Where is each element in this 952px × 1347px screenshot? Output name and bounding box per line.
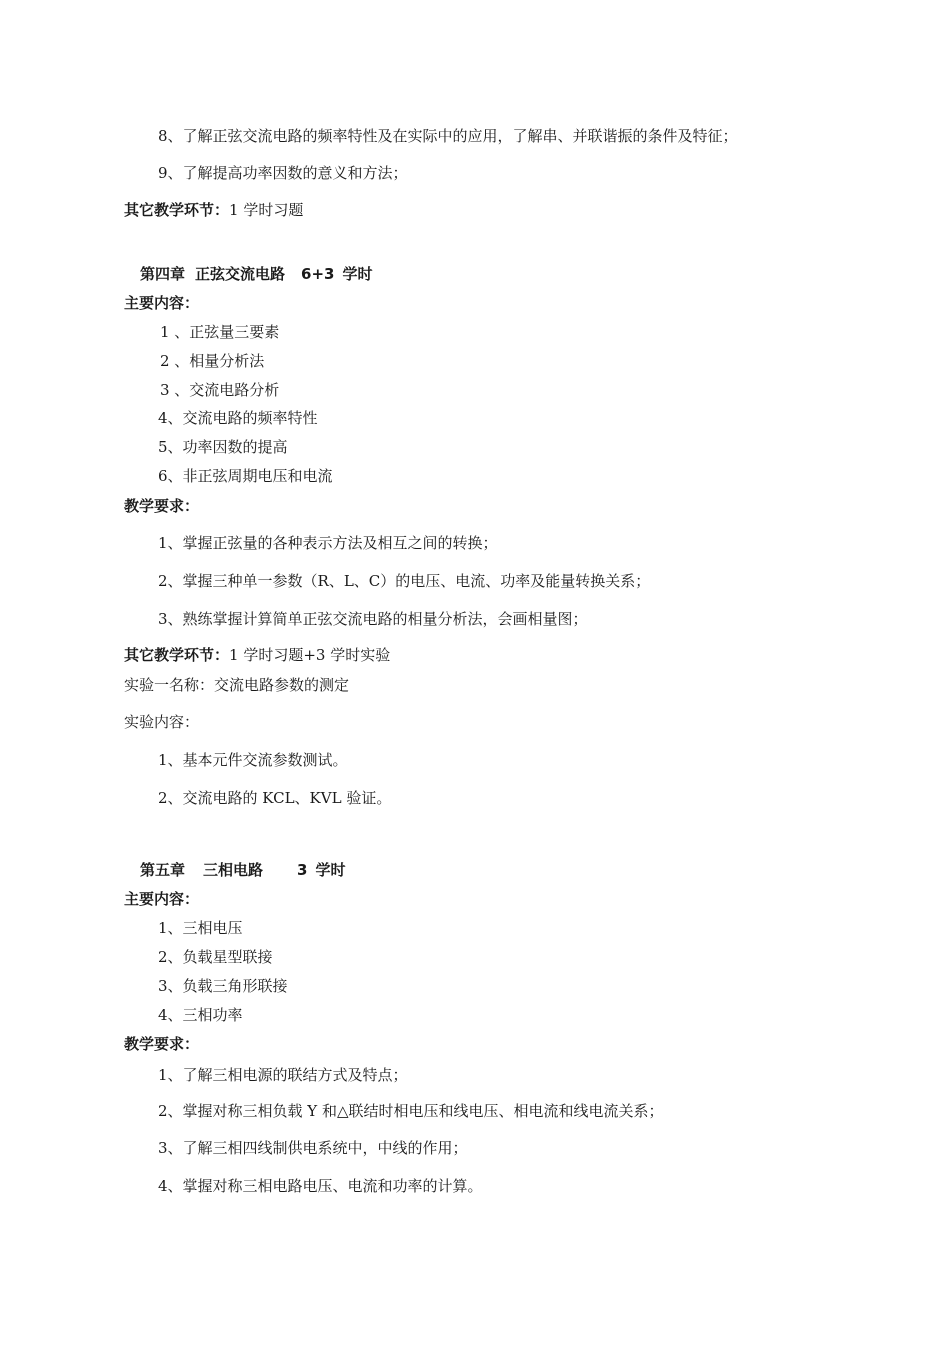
chapter-hours-unit: 学时 — [315, 861, 346, 879]
requirement-item: 2、掌握三种单一参数（R、L、C）的电压、电流、功率及能量转换关系； — [158, 572, 651, 590]
teaching-requirements-label: 教学要求： — [124, 497, 200, 515]
experiment-content-label: 实验内容： — [124, 713, 200, 731]
content-item: 5、功率因数的提高 — [158, 438, 288, 456]
other-teaching-label: 其它教学环节： — [124, 201, 230, 219]
requirement-item: 1、了解三相电源的联结方式及特点； — [158, 1066, 408, 1084]
chapter-hours-unit: 学时 — [342, 265, 373, 283]
chapter-number: 第四章 — [140, 265, 186, 283]
other-teaching-line — [124, 200, 303, 220]
chapter-title: 三相电路 — [203, 861, 264, 879]
requirement-item: 9、了解提高功率因数的意义和方法； — [158, 164, 408, 182]
chapter-heading — [140, 860, 345, 880]
content-item: 4、三相功率 — [158, 1006, 243, 1024]
content-item: 1、三相电压 — [158, 919, 243, 937]
other-teaching-text: 1 学时习题+3 学时实验 — [229, 646, 391, 664]
content-item: 6、非正弦周期电压和电流 — [158, 467, 333, 485]
chapter-hours: 3 — [297, 861, 308, 879]
other-teaching-text: 1 学时习题 — [229, 201, 304, 219]
content-item: 1 、正弦量三要素 — [160, 323, 280, 341]
other-teaching-line — [124, 645, 390, 665]
other-teaching-label: 其它教学环节： — [124, 646, 230, 664]
requirement-item: 1、掌握正弦量的各种表示方法及相互之间的转换； — [158, 534, 498, 552]
main-content-label: 主要内容： — [124, 294, 200, 312]
chapter-heading — [140, 264, 373, 284]
requirement-item: 8、了解正弦交流电路的频率特性及在实际中的应用，了解串、并联谐振的条件及特征； — [158, 127, 738, 145]
requirement-item: 2、掌握对称三相负载 Y 和△联结时相电压和线电压、相电流和线电流关系； — [158, 1102, 664, 1120]
teaching-requirements-label: 教学要求： — [124, 1035, 200, 1053]
requirement-item: 3、了解三相四线制供电系统中，中线的作用； — [158, 1139, 468, 1157]
experiment-name: 实验一名称：交流电路参数的测定 — [124, 676, 350, 694]
experiment-item: 1、基本元件交流参数测试。 — [158, 751, 348, 769]
chapter-title: 正弦交流电路 — [195, 265, 286, 283]
content-item: 3、负载三角形联接 — [158, 977, 288, 995]
requirement-item: 3、熟练掌握计算简单正弦交流电路的相量分析法，会画相量图； — [158, 610, 588, 628]
content-item: 3 、交流电路分析 — [160, 381, 280, 399]
requirement-item: 4、掌握对称三相电路电压、电流和功率的计算。 — [158, 1177, 483, 1195]
chapter-hours: 6+3 — [301, 265, 335, 283]
chapter-number: 第五章 — [140, 861, 186, 879]
content-item: 4、交流电路的频率特性 — [158, 409, 318, 427]
content-item: 2、负载星型联接 — [158, 948, 273, 966]
experiment-item: 2、交流电路的 KCL、KVL 验证。 — [158, 789, 392, 807]
content-item: 2 、相量分析法 — [160, 352, 265, 370]
main-content-label: 主要内容： — [124, 890, 200, 908]
